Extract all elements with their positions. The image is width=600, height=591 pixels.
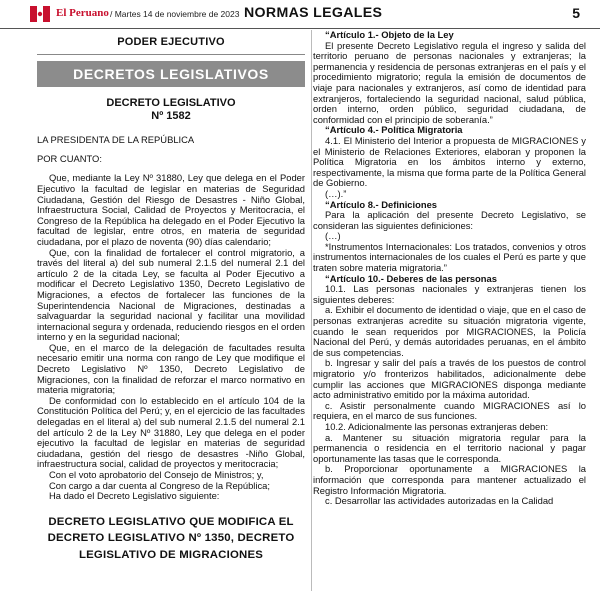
page-header [0,0,600,29]
article-4-text: 4.1. El Ministerio del Interior a propuesta de MIGRACIONES y el Ministerio de Relaciones Exteriores, elaboran y proponen la Política Migratoria en los ámbitos interno y externo, respectivamente, la misma que forma parte de la Política General de Gobierno. [313,134,586,189]
paragraph: Que, en el marco de la delegación de facultades resulta necesario emitir una norma con rango de Ley que modifique el Decreto Legislativo Nº 1350, Decreto Legislativo de Migraciones, con la finalidad de reforzar el marco normativo en materia migratoria; [37,341,305,396]
list-item: c. Desarrollar las actividades autorizadas en la Calidad [325,495,554,507]
article-4-heading: “Artículo 4.- Política Migratoria [325,124,463,136]
el-peruano-logo-icon [30,6,50,22]
article-1-heading: “Artículo 1.- Objeto de la Ley [325,29,454,40]
section-title: NORMAS LEGALES [244,5,383,20]
article-8-definition: *Instrumentos Internacionales: Los tratados, convenios y otros instrumentos internacionales de los cuales el Perú es parte y que traten sobre materia migratoria.” [313,240,586,274]
list-item: a. Exhibir el documento de identidad o viaje, que en el caso de personas extranjeras acredite su situación migratoria vigente, cuando le sean requeridos por MIGRACIONES, la Policía Nacional del Perú, y demás autoridades peruanas, en el ámbito de sus competencias. [313,304,586,358]
list-item: a. Mantener su situación migratoria regular para la permanencia o residencia en el territorio nacional y pagar oportunamente las tasas que le corresponda. [313,431,586,464]
article-8-text: Para la aplicación del presente Decreto Legislativo, se consideran las siguientes definiciones: [313,209,586,231]
paragraph: De conformidad con lo establecido en el artículo 104 de la Constitución Política del Perú; y, en el ejercicio de las facultades delegadas en el literal a) del sub numeral 2.1.5 del numeral 2.1 del artículo 2 de la Ley Nº 31880, Ley que delega en el poder ejecutivo la facultad de legislar en materias de seguridad ciudadana, gestión del riesgo de desastres -Niño Global, infraestructura social, calidad de proyectos y meritocracia; [37,394,305,470]
paragraph: Con el voto aprobatorio del Consejo de Ministros; y, [49,469,264,480]
article-10-heading: “Artículo 10.- Deberes de las personas [325,272,497,284]
list-item: b. Proporcionar oportunamente a MIGRACIONES la información que corresponda para mantener actualizado el Registro Información Migratoria. [313,463,586,496]
decretos-legislativos-banner: DECRETOS LEGISLATIVOS [37,61,305,88]
decree-title [37,97,305,123]
decree-title-line: DECRETO LEGISLATIVO [106,97,236,110]
list-item: c. Asistir personalmente cuando MIGRACIONES así lo requiera, en el marco de sus funciones. [313,399,586,422]
presidenta-line: LA PRESIDENTA DE LA REPÚBLICA [37,134,195,146]
list-item: b. Ingresar y salir del país a través de los puestos de control migratorio y/o fronterizos habilitados, adicionalmente debe cumplir las acciones que MIGRACIONES disponga mediante acto administrativo emitido por la máxima autoridad. [313,357,586,401]
page-number: 5 [572,5,580,21]
newspaper-name: El Peruano [56,7,109,19]
ellipsis: (…) [325,230,341,242]
paragraph: Que, con la finalidad de fortalecer el control migratorio, a través del literal a) del sub numeral 2.1.5 del numeral 2.1 del artículo 2 de la citada Ley, se faculta al Poder Ejecutivo a modificar el Decreto Legislativo 1350, Decreto Legislativo de Migraciones, a efectos de fortalecer las funciones de la Superintendencia Nacional de Migraciones, destinadas a salvaguardar la seguridad nacional y facilitar una movilidad internacional segura y ordenada, reduciendo riesgos en el orden interno y en la seguridad nacional; [37,246,305,343]
article-8-heading: “Artículo 8.- Definiciones [325,198,437,210]
por-cuanto: POR CUANTO: [37,152,102,164]
decree-heading: DECRETO LEGISLATIVO QUE MODIFICA EL DECRETO LEGISLATIVO Nº 1350, DECRETO LEGISLATIVO DE MIGRACIONES [47,515,295,561]
column-divider [311,30,312,591]
paragraph: Ha dado el Decreto Legislativo siguiente: [49,490,220,502]
paragraph: Con cargo a dar cuenta al Congreso de la República; [49,479,270,491]
decree-number: Nº 1582 [151,110,191,123]
article-10-2: 10.2. Adicionalmente las personas extranjeras deben: [325,420,549,432]
article-1-text: El presente Decreto Legislativo regula el ingreso y salida del territorio peruano de personas nacionales y extranjeras; la permanencia y residencia de personas extranjeras en el país y el procedimiento migratorio; regula la emisión de documentos de viaje para nacionales y extranjeros, así como de identidad para extranjeros, fortaleciendo la seguridad nacional, salud pública, orden interno, orden público, seguridad ciudadana, de conformidad con el principio de soberanía.” [313,39,586,125]
ellipsis: (…).” [325,187,347,199]
left-column [37,30,305,563]
right-column [313,30,586,507]
poder-ejecutivo-banner: PODER EJECUTIVO [37,30,305,55]
article-10-1: 10.1. Las personas nacionales y extranjeras tienen los siguientes deberes: [313,283,586,305]
paragraph: Que, mediante la Ley Nº 31880, Ley que delega en el Poder Ejecutivo la facultad de legislar en materias de Seguridad Ciudadana, Gestión del Riesgo de Desastres - Niño Global, Infraestructura Social, Calidad de Proyectos y Meritocracia, el Congreso de la República ha delegado en el Poder Ejecutivo la facultad de legislar, entre otros, en materia de seguridad ciudadana, por el plazo de noventa (90) días calendario; [37,172,305,247]
issue-date: / Martes 14 de noviembre de 2023 [110,9,240,19]
